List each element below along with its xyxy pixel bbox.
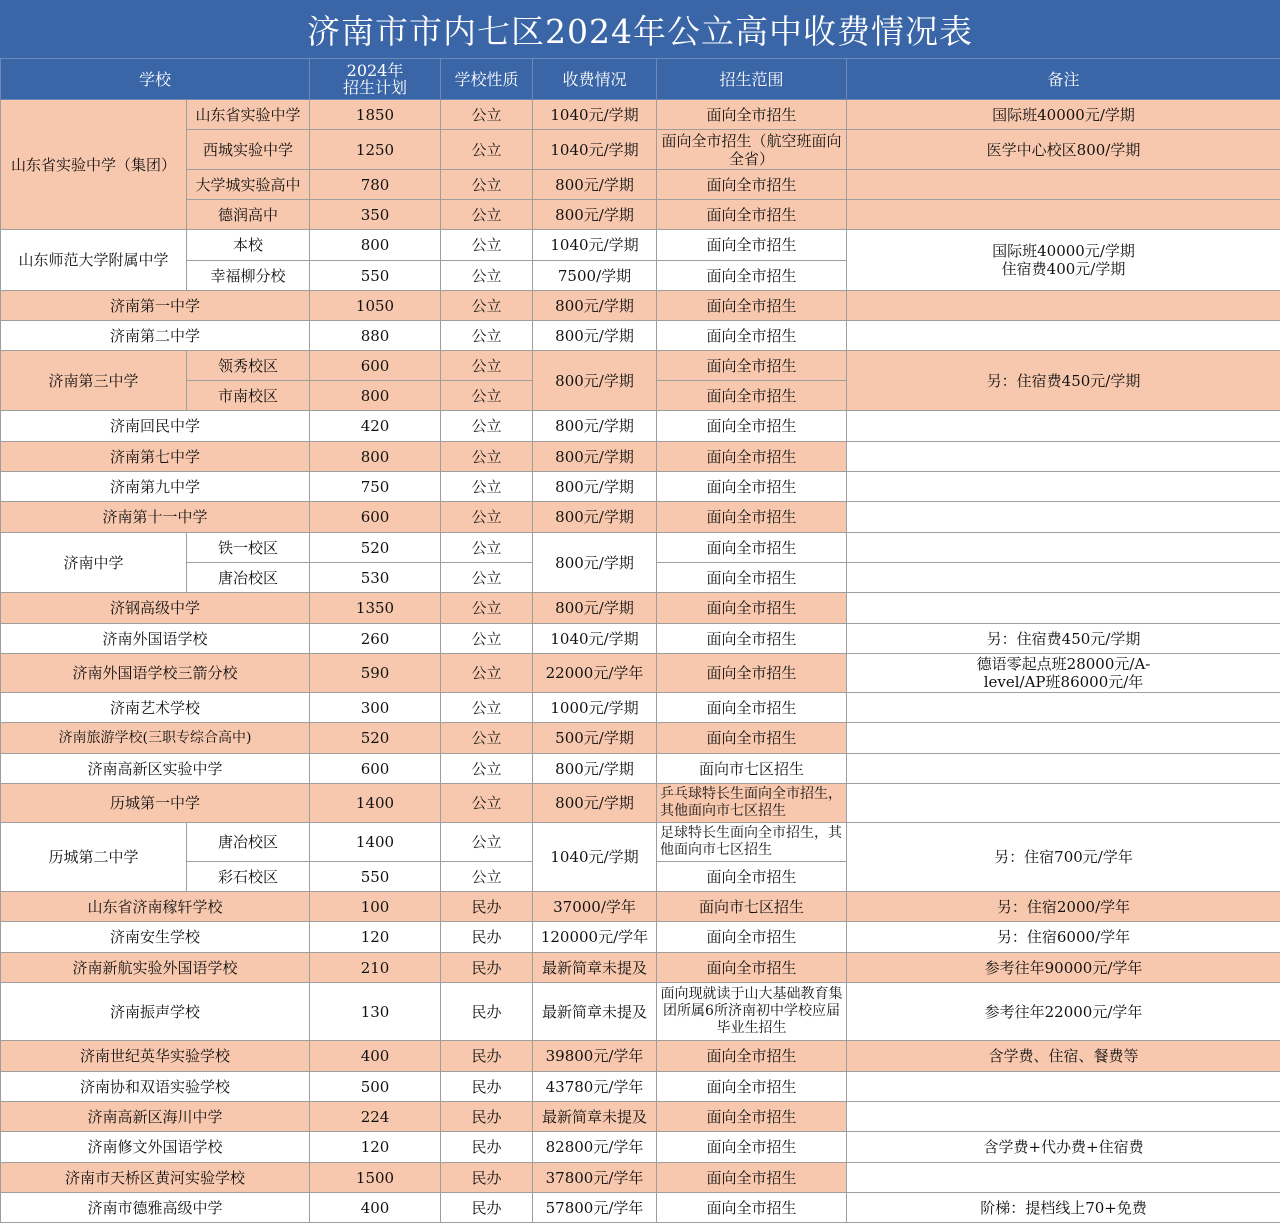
plan: 800 bbox=[310, 442, 441, 472]
note bbox=[847, 170, 1280, 200]
table-row bbox=[1, 892, 1280, 922]
table-row bbox=[1, 351, 1280, 381]
nature: 公立 bbox=[441, 654, 533, 693]
campus: 唐冶校区 bbox=[187, 823, 310, 862]
campus: 西城实验中学 bbox=[187, 130, 310, 170]
note bbox=[847, 723, 1280, 754]
scope: 面向全市招生 bbox=[657, 351, 847, 381]
school: 济南外国语学校三箭分校 bbox=[1, 654, 310, 693]
plan: 224 bbox=[310, 1102, 441, 1132]
fee: 1040元/学期 bbox=[533, 624, 657, 654]
school: 济南振声学校 bbox=[1, 983, 310, 1041]
plan: 1850 bbox=[310, 100, 441, 130]
fee: 1000元/学期 bbox=[533, 693, 657, 723]
scope: 面向全市招生 bbox=[657, 100, 847, 130]
plan: 520 bbox=[310, 533, 441, 563]
plan: 1050 bbox=[310, 291, 441, 321]
note bbox=[847, 1163, 1280, 1193]
scope: 面向全市招生 bbox=[657, 170, 847, 200]
scope: 面向全市招生 bbox=[657, 862, 847, 892]
school: 济南外国语学校 bbox=[1, 624, 310, 654]
campus: 市南校区 bbox=[187, 381, 310, 411]
scope: 面向全市招生 bbox=[657, 922, 847, 953]
scope: 面向全市招生 bbox=[657, 1193, 847, 1223]
scope: 面向全市招生 bbox=[657, 693, 847, 723]
table-row bbox=[1, 784, 1280, 823]
school: 济南市天桥区黄河实验学校 bbox=[1, 1163, 310, 1193]
fee: 800元/学期 bbox=[533, 200, 657, 230]
note: 含学费、住宿、餐费等 bbox=[847, 1041, 1280, 1072]
table-row bbox=[1, 100, 1280, 130]
table-row bbox=[1, 291, 1280, 321]
plan: 550 bbox=[310, 261, 441, 291]
scope: 面向全市招生 bbox=[657, 1041, 847, 1072]
note: 参考往年22000元/学年 bbox=[847, 983, 1280, 1041]
header-plan: 2024年 招生计划 bbox=[310, 59, 441, 100]
table-row bbox=[1, 200, 1280, 230]
campus: 唐冶校区 bbox=[187, 563, 310, 593]
scope: 面向现就读于山大基础教育集团所属6所济南初中学校应届毕业生招生 bbox=[657, 983, 847, 1041]
table-row bbox=[1, 533, 1280, 563]
scope: 面向全市招生 bbox=[657, 230, 847, 261]
scope: 面向全市招生 bbox=[657, 654, 847, 693]
school-group: 山东师范大学附属中学 bbox=[1, 230, 187, 291]
table-row bbox=[1, 411, 1280, 442]
school: 济南旅游学校(三职专综合高中) bbox=[1, 723, 310, 754]
fee: 1040元/学期 bbox=[533, 823, 657, 892]
fee: 800元/学期 bbox=[533, 291, 657, 321]
note bbox=[847, 593, 1280, 624]
note: 另：住宿700元/学年 bbox=[847, 823, 1280, 892]
plan: 1400 bbox=[310, 784, 441, 823]
campus: 本校 bbox=[187, 230, 310, 261]
plan: 1350 bbox=[310, 593, 441, 624]
fee: 800元/学期 bbox=[533, 170, 657, 200]
nature: 公立 bbox=[441, 381, 533, 411]
scope: 面向全市招生 bbox=[657, 1072, 847, 1102]
school: 济南第十一中学 bbox=[1, 502, 310, 533]
fee: 1040元/学期 bbox=[533, 130, 657, 170]
table-row bbox=[1, 170, 1280, 200]
fee: 500元/学期 bbox=[533, 723, 657, 754]
scope: 面向全市招生 bbox=[657, 1132, 847, 1163]
fee: 39800元/学年 bbox=[533, 1041, 657, 1072]
plan: 590 bbox=[310, 654, 441, 693]
fee: 800元/学期 bbox=[533, 411, 657, 442]
scope: 面向全市招生 bbox=[657, 624, 847, 654]
nature: 公立 bbox=[441, 563, 533, 593]
plan: 300 bbox=[310, 693, 441, 723]
note bbox=[847, 563, 1280, 593]
note bbox=[847, 411, 1280, 442]
fee: 57800元/学年 bbox=[533, 1193, 657, 1223]
nature: 公立 bbox=[441, 823, 533, 862]
header-row bbox=[1, 59, 1280, 100]
fee: 37000/学年 bbox=[533, 892, 657, 922]
nature: 民办 bbox=[441, 953, 533, 983]
scope: 面向全市招生 bbox=[657, 563, 847, 593]
school: 济南修文外国语学校 bbox=[1, 1132, 310, 1163]
fee: 800元/学期 bbox=[533, 593, 657, 624]
table-row bbox=[1, 130, 1280, 170]
table-row bbox=[1, 1193, 1280, 1223]
nature: 民办 bbox=[441, 1132, 533, 1163]
nature: 公立 bbox=[441, 754, 533, 784]
campus: 铁一校区 bbox=[187, 533, 310, 563]
plan: 600 bbox=[310, 351, 441, 381]
table-row bbox=[1, 624, 1280, 654]
note: 阶梯：提档线上70+免费 bbox=[847, 1193, 1280, 1223]
fee: 800元/学期 bbox=[533, 351, 657, 411]
school-group: 历城第二中学 bbox=[1, 823, 187, 892]
school: 济南新航实验外国语学校 bbox=[1, 953, 310, 983]
plan: 530 bbox=[310, 563, 441, 593]
scope: 面向全市招生 bbox=[657, 593, 847, 624]
school: 济南市德雅高级中学 bbox=[1, 1193, 310, 1223]
header-nature: 学校性质 bbox=[441, 59, 533, 100]
table-row bbox=[1, 1132, 1280, 1163]
school: 山东省济南稼轩学校 bbox=[1, 892, 310, 922]
scope: 足球特长生面向全市招生，其他面向市七区招生 bbox=[657, 823, 847, 862]
nature: 民办 bbox=[441, 1163, 533, 1193]
plan: 800 bbox=[310, 230, 441, 261]
plan: 500 bbox=[310, 1072, 441, 1102]
nature: 公立 bbox=[441, 502, 533, 533]
fee: 1040元/学期 bbox=[533, 230, 657, 261]
plan: 520 bbox=[310, 723, 441, 754]
campus: 德润高中 bbox=[187, 200, 310, 230]
campus: 领秀校区 bbox=[187, 351, 310, 381]
nature: 公立 bbox=[441, 472, 533, 502]
plan: 1500 bbox=[310, 1163, 441, 1193]
table-row bbox=[1, 230, 1280, 261]
scope: 面向市七区招生 bbox=[657, 892, 847, 922]
school: 济南艺术学校 bbox=[1, 693, 310, 723]
school: 济南高新区海川中学 bbox=[1, 1102, 310, 1132]
note bbox=[847, 291, 1280, 321]
school: 济南第一中学 bbox=[1, 291, 310, 321]
plan: 1250 bbox=[310, 130, 441, 170]
note bbox=[847, 1072, 1280, 1102]
plan: 400 bbox=[310, 1041, 441, 1072]
note bbox=[847, 321, 1280, 351]
campus: 大学城实验高中 bbox=[187, 170, 310, 200]
table-row bbox=[1, 1072, 1280, 1102]
scope: 乒乓球特长生面向全市招生，其他面向市七区招生 bbox=[657, 784, 847, 823]
plan: 100 bbox=[310, 892, 441, 922]
school: 济南高新区实验中学 bbox=[1, 754, 310, 784]
table-row bbox=[1, 723, 1280, 754]
nature: 公立 bbox=[441, 693, 533, 723]
table-row bbox=[1, 593, 1280, 624]
note bbox=[847, 754, 1280, 784]
nature: 公立 bbox=[441, 784, 533, 823]
note: 另：住宿2000/学年 bbox=[847, 892, 1280, 922]
note: 参考往年90000元/学年 bbox=[847, 953, 1280, 983]
fee: 800元/学期 bbox=[533, 472, 657, 502]
note: 国际班40000元/学期 bbox=[847, 100, 1280, 130]
header-fee: 收费情况 bbox=[533, 59, 657, 100]
campus: 彩石校区 bbox=[187, 862, 310, 892]
fee: 1040元/学期 bbox=[533, 100, 657, 130]
nature: 民办 bbox=[441, 1041, 533, 1072]
plan: 600 bbox=[310, 502, 441, 533]
fee: 22000元/学年 bbox=[533, 654, 657, 693]
page-title: 济南市市内七区2024年公立高中收费情况表 bbox=[0, 0, 1280, 58]
scope: 面向全市招生 bbox=[657, 291, 847, 321]
scope: 面向全市招生 bbox=[657, 411, 847, 442]
fee: 800元/学期 bbox=[533, 502, 657, 533]
note: 德语零起点班28000元/A-level/AP班86000元/年 bbox=[847, 654, 1280, 693]
plan: 400 bbox=[310, 1193, 441, 1223]
fee: 800元/学期 bbox=[533, 754, 657, 784]
nature: 公立 bbox=[441, 351, 533, 381]
plan: 130 bbox=[310, 983, 441, 1041]
plan: 750 bbox=[310, 472, 441, 502]
table-row bbox=[1, 654, 1280, 693]
nature: 民办 bbox=[441, 892, 533, 922]
plan: 550 bbox=[310, 862, 441, 892]
scope: 面向全市招生 bbox=[657, 502, 847, 533]
scope: 面向全市招生 bbox=[657, 953, 847, 983]
scope: 面向全市招生 bbox=[657, 381, 847, 411]
nature: 公立 bbox=[441, 230, 533, 261]
fee: 82800元/学年 bbox=[533, 1132, 657, 1163]
fee: 800元/学期 bbox=[533, 321, 657, 351]
scope: 面向全市招生 bbox=[657, 472, 847, 502]
fee-table bbox=[0, 58, 1280, 1223]
note: 含学费+代办费+住宿费 bbox=[847, 1132, 1280, 1163]
plan: 210 bbox=[310, 953, 441, 983]
note bbox=[847, 200, 1280, 230]
table-row bbox=[1, 502, 1280, 533]
table-row bbox=[1, 983, 1280, 1041]
table-row bbox=[1, 321, 1280, 351]
nature: 公立 bbox=[441, 100, 533, 130]
nature: 公立 bbox=[441, 200, 533, 230]
nature: 公立 bbox=[441, 130, 533, 170]
plan: 120 bbox=[310, 922, 441, 953]
fee: 800元/学期 bbox=[533, 442, 657, 472]
table-row bbox=[1, 1041, 1280, 1072]
nature: 公立 bbox=[441, 291, 533, 321]
fee: 120000元/学年 bbox=[533, 922, 657, 953]
school: 济南世纪英华实验学校 bbox=[1, 1041, 310, 1072]
fee: 7500/学期 bbox=[533, 261, 657, 291]
school: 济南第九中学 bbox=[1, 472, 310, 502]
table-row bbox=[1, 1102, 1280, 1132]
school: 历城第一中学 bbox=[1, 784, 310, 823]
fee: 37800元/学年 bbox=[533, 1163, 657, 1193]
nature: 民办 bbox=[441, 1072, 533, 1102]
plan: 350 bbox=[310, 200, 441, 230]
nature: 公立 bbox=[441, 862, 533, 892]
nature: 公立 bbox=[441, 321, 533, 351]
scope: 面向全市招生 bbox=[657, 1102, 847, 1132]
plan: 880 bbox=[310, 321, 441, 351]
scope: 面向全市招生 bbox=[657, 321, 847, 351]
table-row bbox=[1, 472, 1280, 502]
plan: 780 bbox=[310, 170, 441, 200]
plan: 600 bbox=[310, 754, 441, 784]
fee: 43780元/学年 bbox=[533, 1072, 657, 1102]
nature: 公立 bbox=[441, 533, 533, 563]
note bbox=[847, 533, 1280, 563]
note bbox=[847, 442, 1280, 472]
scope: 面向市七区招生 bbox=[657, 754, 847, 784]
note bbox=[847, 784, 1280, 823]
plan: 420 bbox=[310, 411, 441, 442]
fee: 最新简章未提及 bbox=[533, 1102, 657, 1132]
table-row bbox=[1, 442, 1280, 472]
nature: 公立 bbox=[441, 170, 533, 200]
nature: 民办 bbox=[441, 1193, 533, 1223]
table-row bbox=[1, 922, 1280, 953]
school: 济南安生学校 bbox=[1, 922, 310, 953]
nature: 公立 bbox=[441, 261, 533, 291]
nature: 公立 bbox=[441, 593, 533, 624]
fee: 800元/学期 bbox=[533, 784, 657, 823]
scope: 面向全市招生 bbox=[657, 723, 847, 754]
note bbox=[847, 693, 1280, 723]
nature: 公立 bbox=[441, 723, 533, 754]
nature: 民办 bbox=[441, 983, 533, 1041]
header-scope: 招生范围 bbox=[657, 59, 847, 100]
school: 济南回民中学 bbox=[1, 411, 310, 442]
scope: 面向全市招生 bbox=[657, 1163, 847, 1193]
school: 济南协和双语实验学校 bbox=[1, 1072, 310, 1102]
header-school: 学校 bbox=[1, 59, 310, 100]
scope: 面向全市招生 bbox=[657, 533, 847, 563]
note: 医学中心校区800/学期 bbox=[847, 130, 1280, 170]
table-row bbox=[1, 754, 1280, 784]
note bbox=[847, 1102, 1280, 1132]
plan: 1400 bbox=[310, 823, 441, 862]
scope: 面向全市招生 bbox=[657, 442, 847, 472]
note bbox=[847, 502, 1280, 533]
fee: 最新简章未提及 bbox=[533, 953, 657, 983]
scope: 面向全市招生 bbox=[657, 261, 847, 291]
plan: 260 bbox=[310, 624, 441, 654]
scope: 面向全市招生（航空班面向全省） bbox=[657, 130, 847, 170]
nature: 公立 bbox=[441, 411, 533, 442]
fee: 最新简章未提及 bbox=[533, 983, 657, 1041]
school: 济钢高级中学 bbox=[1, 593, 310, 624]
nature: 公立 bbox=[441, 442, 533, 472]
school: 济南第七中学 bbox=[1, 442, 310, 472]
school: 济南第二中学 bbox=[1, 321, 310, 351]
school-group: 济南中学 bbox=[1, 533, 187, 593]
school-group: 济南第三中学 bbox=[1, 351, 187, 411]
scope: 面向全市招生 bbox=[657, 200, 847, 230]
note bbox=[847, 472, 1280, 502]
nature: 公立 bbox=[441, 624, 533, 654]
table-row bbox=[1, 953, 1280, 983]
table-row bbox=[1, 823, 1280, 862]
plan: 120 bbox=[310, 1132, 441, 1163]
fee: 800元/学期 bbox=[533, 533, 657, 593]
table-row bbox=[1, 1163, 1280, 1193]
nature: 民办 bbox=[441, 922, 533, 953]
note: 国际班40000元/学期 住宿费400元/学期 bbox=[847, 230, 1280, 291]
table-row bbox=[1, 693, 1280, 723]
header-note: 备注 bbox=[847, 59, 1280, 100]
note: 另：住宿费450元/学期 bbox=[847, 624, 1280, 654]
note: 另：住宿费450元/学期 bbox=[847, 351, 1280, 411]
note: 另：住宿6000/学年 bbox=[847, 922, 1280, 953]
campus: 山东省实验中学 bbox=[187, 100, 310, 130]
plan: 800 bbox=[310, 381, 441, 411]
campus: 幸福柳分校 bbox=[187, 261, 310, 291]
school-group: 山东省实验中学（集团） bbox=[1, 100, 187, 230]
nature: 民办 bbox=[441, 1102, 533, 1132]
